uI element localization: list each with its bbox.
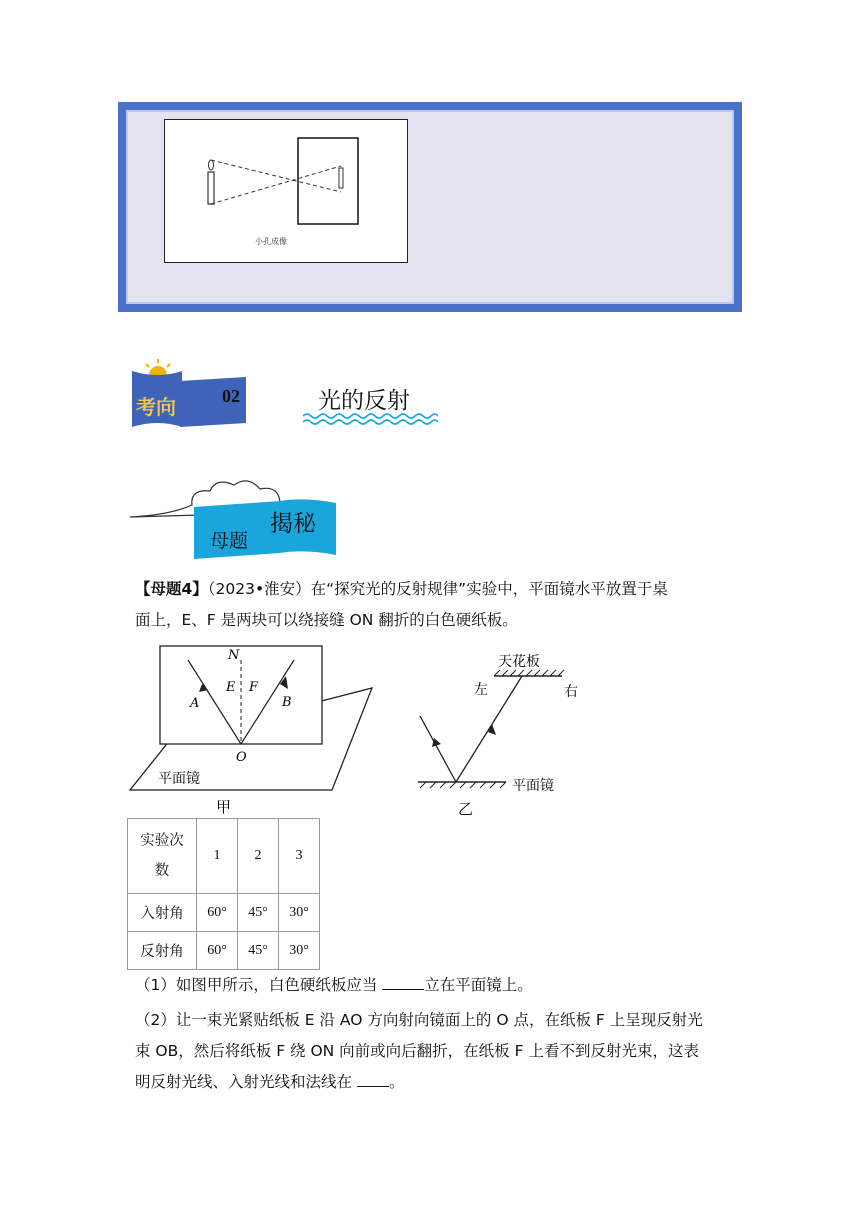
row-label: 入射角 bbox=[128, 894, 197, 932]
label-right: 右 bbox=[564, 684, 578, 700]
label-A: A bbox=[190, 696, 200, 711]
row-label: 反射角 bbox=[128, 932, 197, 970]
table-cell: 60° bbox=[197, 932, 238, 970]
problem-tag: 【母题4】 bbox=[135, 580, 208, 598]
label-mirror-jia: 平面镜 bbox=[158, 771, 200, 787]
pinhole-imaging-figure bbox=[164, 119, 408, 263]
q2-line3: 明反射光线、入射光线和法线在 bbox=[135, 1073, 357, 1091]
table-header-row bbox=[128, 819, 320, 894]
question-2 bbox=[135, 1005, 755, 1098]
q2-answer-blank[interactable] bbox=[357, 1072, 389, 1087]
header-cell: 2 bbox=[238, 819, 279, 894]
section-number: 02 bbox=[222, 386, 240, 406]
header-cell: 1 bbox=[197, 819, 238, 894]
problem-source: （2023•淮安） bbox=[207, 580, 311, 598]
problem-statement bbox=[135, 574, 755, 636]
q2-line1: （2）让一束光紧贴纸板 E 沿 AO 方向射向镜面上的 O 点，在纸板 F 上呈现反射光 bbox=[135, 1011, 703, 1029]
header-cell: 3 bbox=[279, 819, 320, 894]
label-mirror-yi: 平面镜 bbox=[512, 778, 554, 794]
label-B: B bbox=[282, 695, 292, 710]
figure-yi bbox=[410, 650, 600, 820]
label-O: O bbox=[236, 750, 247, 765]
data-table bbox=[127, 818, 320, 970]
table-cell: 45° bbox=[238, 894, 279, 932]
label-F: F bbox=[249, 680, 259, 695]
table-cell: 30° bbox=[279, 894, 320, 932]
header-cell: 实验次数 bbox=[128, 819, 197, 894]
title-wavy-underline bbox=[303, 412, 438, 426]
q1-text-after: 立在平面镜上。 bbox=[424, 976, 533, 994]
banner-label-a: 母题 bbox=[210, 530, 249, 552]
problem-line2: 面上，E、F 是两块可以绕接缝 ON 翻折的白色硬纸板。 bbox=[135, 611, 518, 629]
badge-text: 考向 bbox=[136, 395, 176, 419]
table-cell: 60° bbox=[197, 894, 238, 932]
table-cell: 45° bbox=[238, 932, 279, 970]
label-E: E bbox=[226, 680, 236, 695]
q2-line3-after: 。 bbox=[388, 1073, 405, 1091]
label-N: N bbox=[228, 648, 240, 663]
label-left: 左 bbox=[474, 682, 488, 698]
pinhole-diagram bbox=[165, 120, 407, 262]
banner-label-b: 揭秘 bbox=[270, 511, 316, 537]
caption-yi: 乙 bbox=[458, 800, 474, 818]
label-ceiling: 天花板 bbox=[498, 654, 540, 670]
q2-line2: 束 OB，然后将纸板 F 绕 ON 向前或向后翻折，在纸板 F 上看不到反射光束，这表 bbox=[135, 1042, 699, 1060]
q1-text: （1）如图甲所示，白色硬纸板应当 bbox=[135, 976, 383, 994]
table-row bbox=[128, 894, 320, 932]
problem-line1: 在“探究光的反射规律”实验中，平面镜水平放置于桌 bbox=[310, 580, 668, 598]
section-title: 光的反射 bbox=[318, 388, 410, 414]
table-row bbox=[128, 932, 320, 970]
pinhole-caption: 小孔成像 bbox=[255, 237, 287, 246]
table-cell: 30° bbox=[279, 932, 320, 970]
q1-answer-blank[interactable] bbox=[382, 975, 424, 990]
figure-jia bbox=[122, 640, 382, 820]
question-1 bbox=[135, 970, 755, 1001]
caption-jia: 甲 bbox=[216, 798, 232, 816]
